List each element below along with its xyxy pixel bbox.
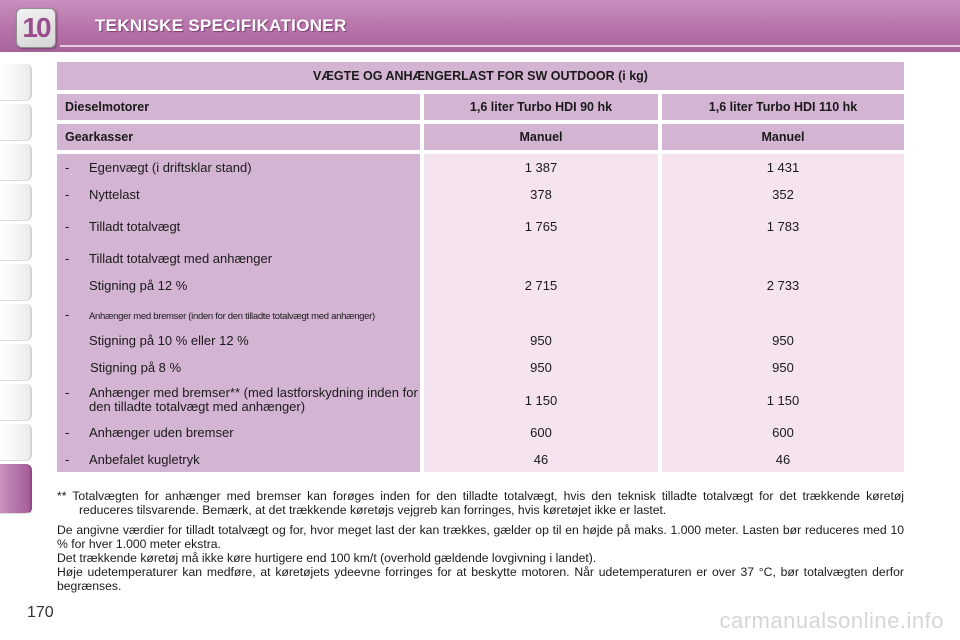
table-cell: 1 387 <box>524 160 558 175</box>
table-row-label: - Egenvægt (i driftsklar stand) <box>65 160 252 175</box>
table-cell: 600 <box>530 425 552 440</box>
table-cell: 950 <box>772 333 794 348</box>
table-row-label: - Anhænger med bremser (inden for den tilladte totalvægt med anhænger) <box>65 307 375 322</box>
table-cell: 950 <box>530 333 552 348</box>
table-body <box>57 154 904 472</box>
weights-table <box>57 62 904 472</box>
side-tab[interactable] <box>0 384 32 421</box>
table-cell: 1 765 <box>524 219 558 234</box>
values-column-90hk <box>424 154 658 472</box>
gearbox-header-row <box>57 124 904 150</box>
table-row-label: - Anbefalet kugletryk <box>65 452 200 467</box>
table-row-label: Stigning på 8 % <box>90 360 182 375</box>
table-row-label: - Anhænger med bremser** (med lastforskydning inden for den tilladte totalvægt med anhænger) <box>65 385 418 414</box>
side-tab[interactable] <box>0 184 32 221</box>
speed-note: Det trækkende køretøj må ikke køre hurtigere end 100 km/t (overhold gældende lovgivning i landet). <box>57 551 597 565</box>
header-divider <box>60 45 960 47</box>
table-cell: 600 <box>772 425 794 440</box>
table-cell: 950 <box>772 360 794 375</box>
table-row-label: - Nyttelast <box>65 187 140 202</box>
engine-col-2: 1,6 liter Turbo HDI 110 hk <box>662 94 904 120</box>
watermark: carmanualsonline.info <box>719 608 944 633</box>
table-cell: 950 <box>530 360 552 375</box>
footnote: ** Totalvægten for anhænger med bremser kan forøges inden for den tilladte totalvægt, hvis den teknisk tilladte totalvægt for det trækkende køretøj reduceres tilsvarende. Bemærk, at det trækkende køretøjs vejgreb kan forringes, hvis køretøjet ikke er lastet. <box>57 489 904 517</box>
table-row-label: - Tilladt totalvægt med anhænger <box>65 251 273 266</box>
table-cell: 1 150 <box>524 393 558 408</box>
label-column <box>57 154 420 472</box>
table-cell: 46 <box>533 452 549 467</box>
table-row-label: - Anhænger uden bremser <box>65 425 234 440</box>
table-row-label: Stigning på 12 % <box>89 278 188 293</box>
side-tab[interactable] <box>0 144 32 181</box>
temperature-note: Høje udetemperaturer kan medføre, at køretøjets ydeevne forringes for at beskytte motoren. Når udetemperaturen er over 37 °C, bør totalvægten derfor begrænses. <box>57 565 904 593</box>
side-tab[interactable] <box>0 104 32 141</box>
table-cell: 2 715 <box>524 278 558 293</box>
table-cell: 2 733 <box>766 278 800 293</box>
side-tab[interactable] <box>0 344 32 381</box>
side-tab-active-chapter[interactable] <box>0 464 32 514</box>
table-cell: 352 <box>772 187 794 202</box>
engine-col-1: 1,6 liter Turbo HDI 90 hk <box>424 94 658 120</box>
side-tab[interactable] <box>0 424 32 461</box>
table-cell: 1 431 <box>766 160 800 175</box>
table-cell: 46 <box>775 452 791 467</box>
table-row-label: - Tilladt totalvægt <box>65 219 181 234</box>
values-column-110hk <box>662 154 904 472</box>
table-cell: 1 150 <box>766 393 800 408</box>
engine-label: Dieselmotorer <box>57 94 420 120</box>
table-row-label: Stigning på 10 % eller 12 % <box>89 333 249 348</box>
table-title: VÆGTE OG ANHÆNGERLAST FOR SW OUTDOOR (i kg) <box>57 62 904 90</box>
gearbox-col-2: Manuel <box>662 124 904 150</box>
altitude-note: De angivne værdier for tilladt totalvægt og for, hvor meget last der kan trækkes, gælder op til en højde på maks. 1.000 meter. Lasten bør reduceres med 10 % for hver 1.000 meter ekstra. <box>57 523 904 551</box>
gearbox-col-1: Manuel <box>424 124 658 150</box>
table-cell: 378 <box>530 187 552 202</box>
gearbox-label: Gearkasser <box>57 124 420 150</box>
page-title: TEKNISKE SPECIFIKATIONER <box>95 16 347 35</box>
side-tab[interactable] <box>0 224 32 261</box>
table-cell: 1 783 <box>766 219 800 234</box>
page-number: 170 <box>27 604 54 621</box>
side-tab[interactable] <box>0 64 32 101</box>
side-tab[interactable] <box>0 304 32 341</box>
chapter-number-badge: 10 <box>16 8 56 48</box>
chapter-side-tabs <box>0 64 36 517</box>
engine-header-row <box>57 94 904 120</box>
side-tab[interactable] <box>0 264 32 301</box>
